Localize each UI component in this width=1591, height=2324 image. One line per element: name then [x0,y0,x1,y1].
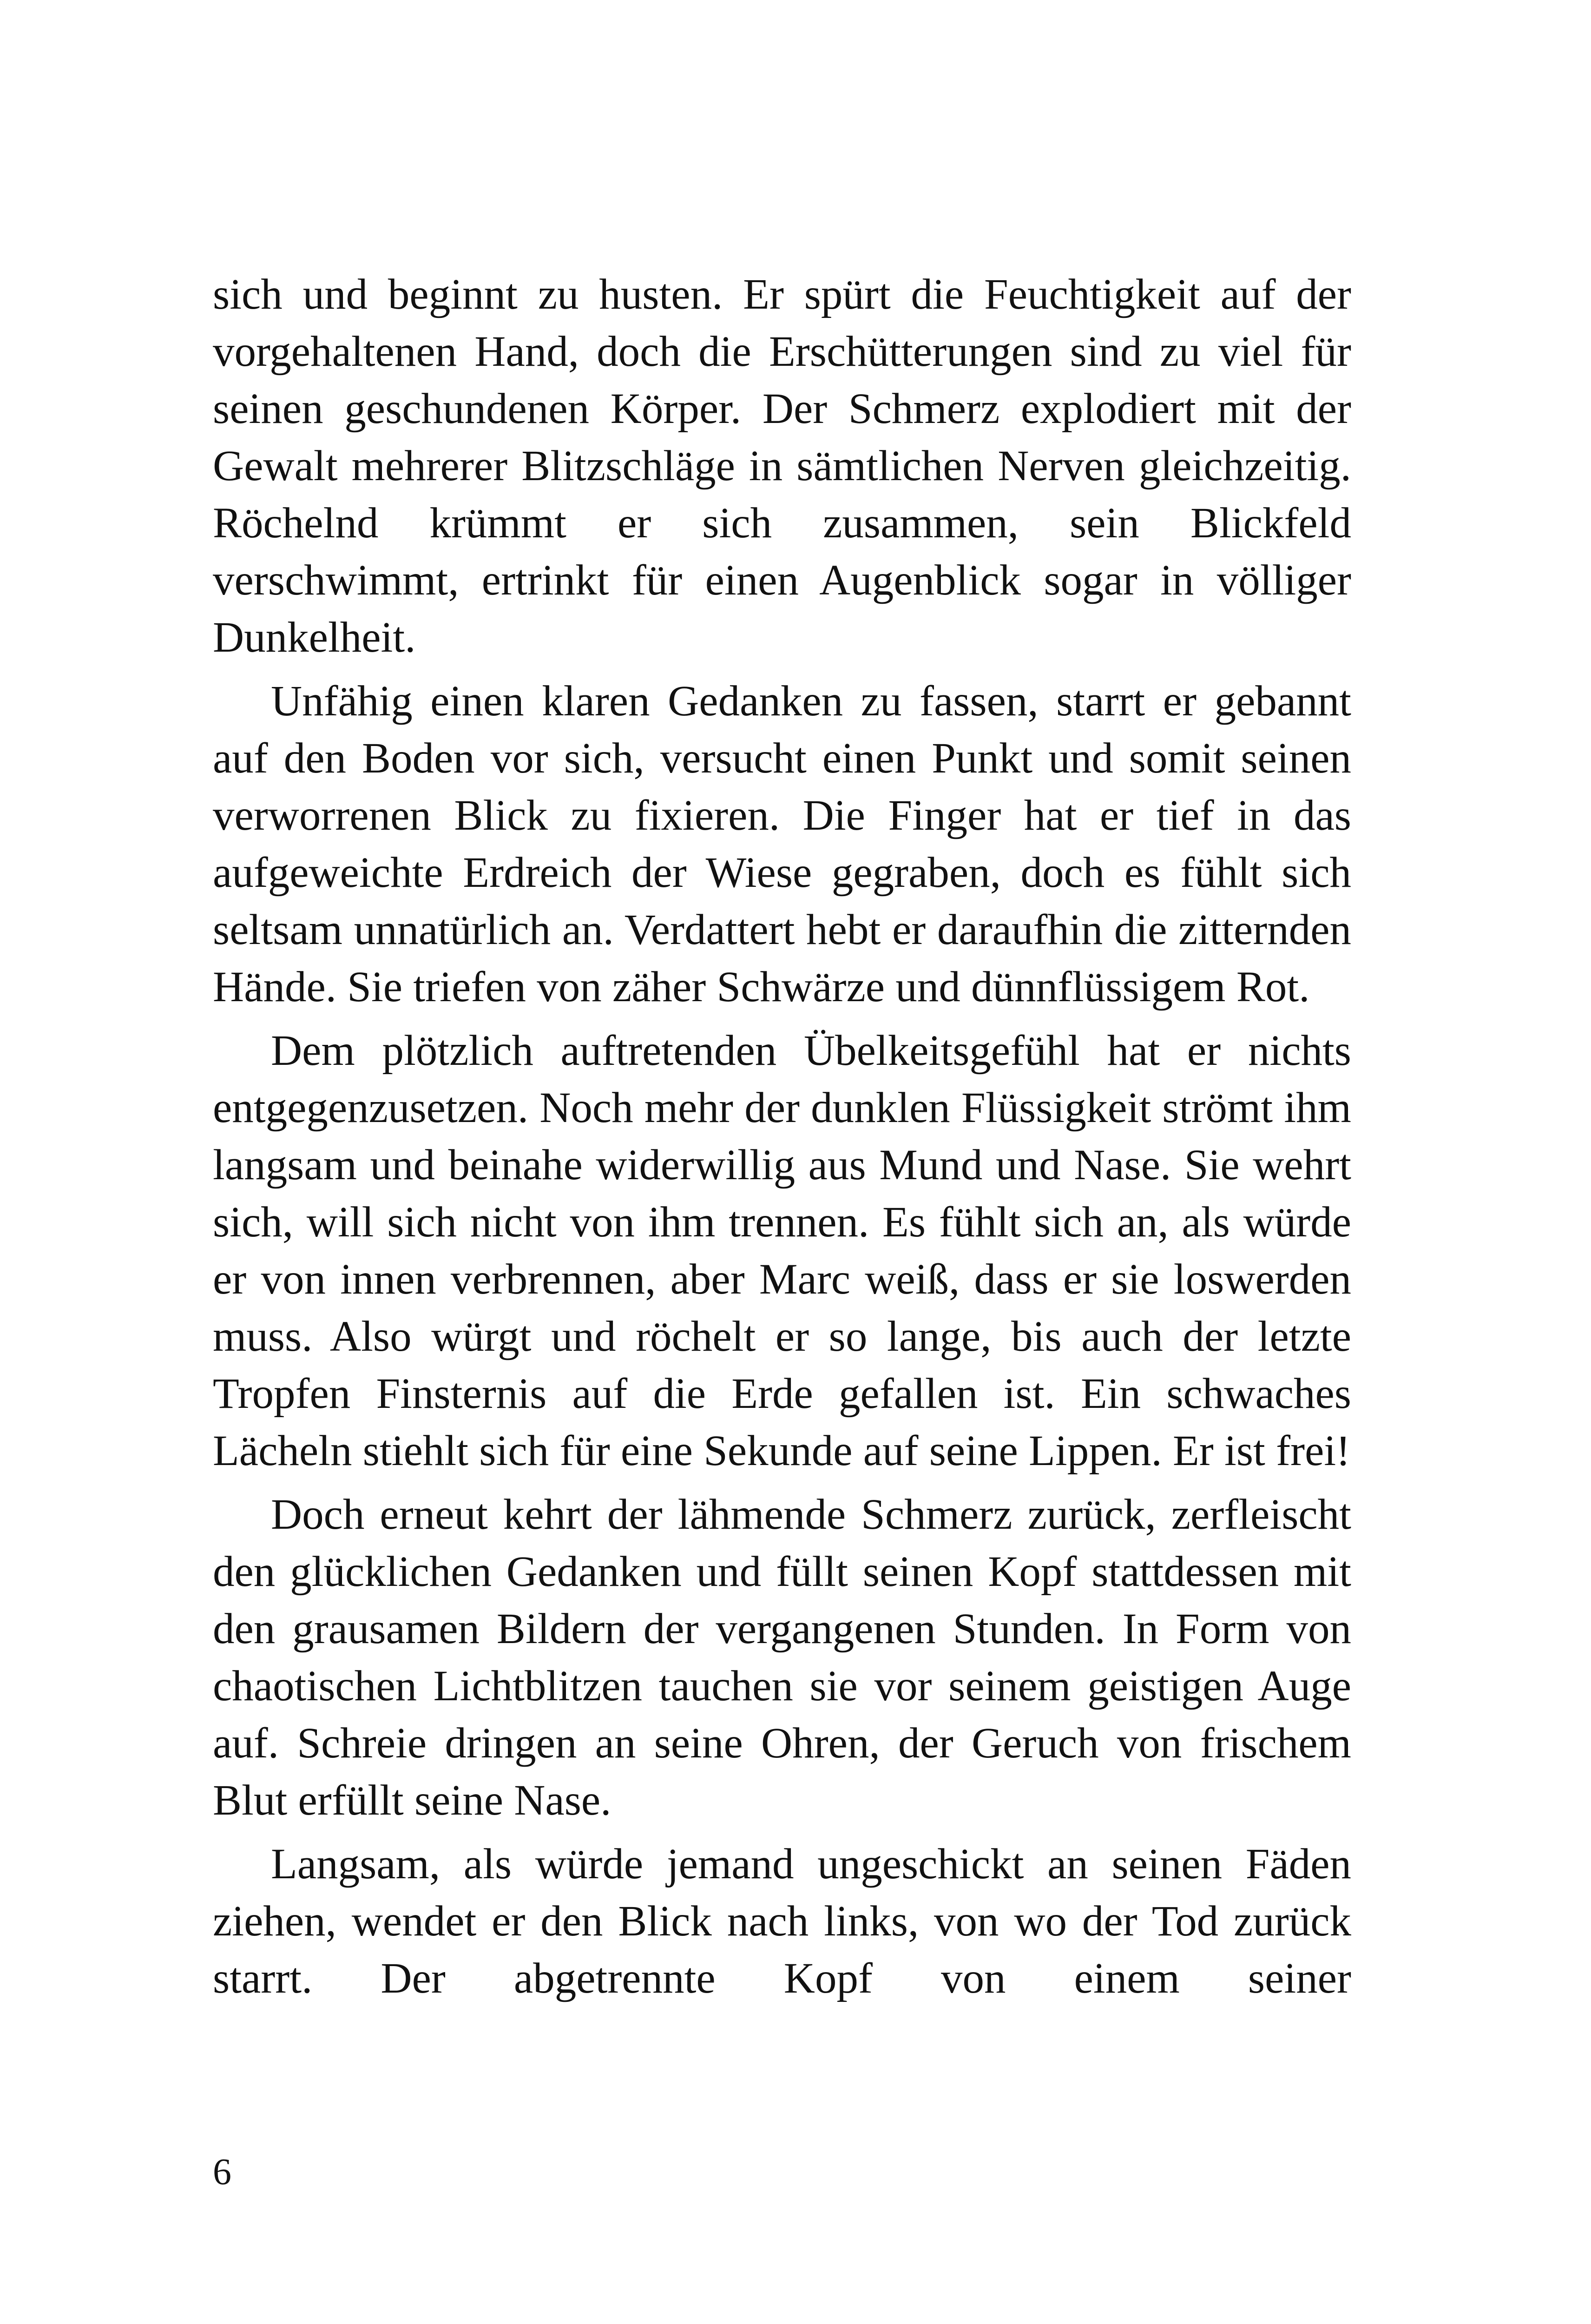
page-number: 6 [213,2152,231,2192]
paragraph-3: Dem plötzlich auftretenden Übelkeitsgefühl hat er nichts entgegenzusetzen. Noch mehr der dunklen Flüssigkeit strömt ihm langsam und beinahe widerwillig aus Mund und Nase. Sie wehrt sich, will sich nicht von ihm trennen. Es fühlt sich an, als würde er von innen verbrennen, aber Marc weiß, dass er sie loswerden muss. Also würgt und röchelt er so lange, bis auch der letzte Tropfen Finsternis auf die Erde gefallen ist. Ein schwaches Lächeln stiehlt sich für eine Sekunde auf seine Lippen. Er ist frei! [213,1027,1351,1475]
paragraph-1: sich und beginnt zu husten. Er spürt die Feuchtigkeit auf der vorgehaltenen Hand, doch die Erschütterungen sind zu viel für seinen geschundenen Körper. Der Schmerz explodiert mit der Gewalt mehrerer Blitzschläge in sämtlichen Nerven gleichzeitig. Röchelnd krümmt er sich zusammen, sein Blickfeld verschwimmt, ertrinkt für einen Augenblick sogar in völliger Dunkelheit. [213,271,1351,661]
paragraph-2: Unfähig einen klaren Gedanken zu fassen, starrt er gebannt auf den Boden vor sich, versucht einen Punkt und somit seinen verworrenen Blick zu fixieren. Die Finger hat er tief in das aufgeweichte Erdreich der Wiese gegraben, doch es fühlt sich seltsam unnatürlich an. Verdattert hebt er daraufhin die zitternden Hände. Sie triefen von zäher Schwärze und dünnflüssigem Rot. [213,677,1351,1011]
paragraph-5: Langsam, als würde jemand ungeschickt an seinen Fäden ziehen, wendet er den Blick nach links, von wo der Tod zurück starrt. Der abgetrennte Kopf von einem seiner [213,1840,1351,2002]
body-text [213,266,1351,2007]
paragraph-4: Doch erneut kehrt der lähmende Schmerz zurück, zerfleischt den glücklichen Gedanken und füllt seinen Kopf stattdessen mit den grausamen Bildern der vergangenen Stunden. In Form von chaotischen Lichtblitzen tauchen sie vor seinem geistigen Auge auf. Schreie dringen an seine Ohren, der Geruch von frischem Blut erfüllt seine Nase. [213,1491,1351,1824]
